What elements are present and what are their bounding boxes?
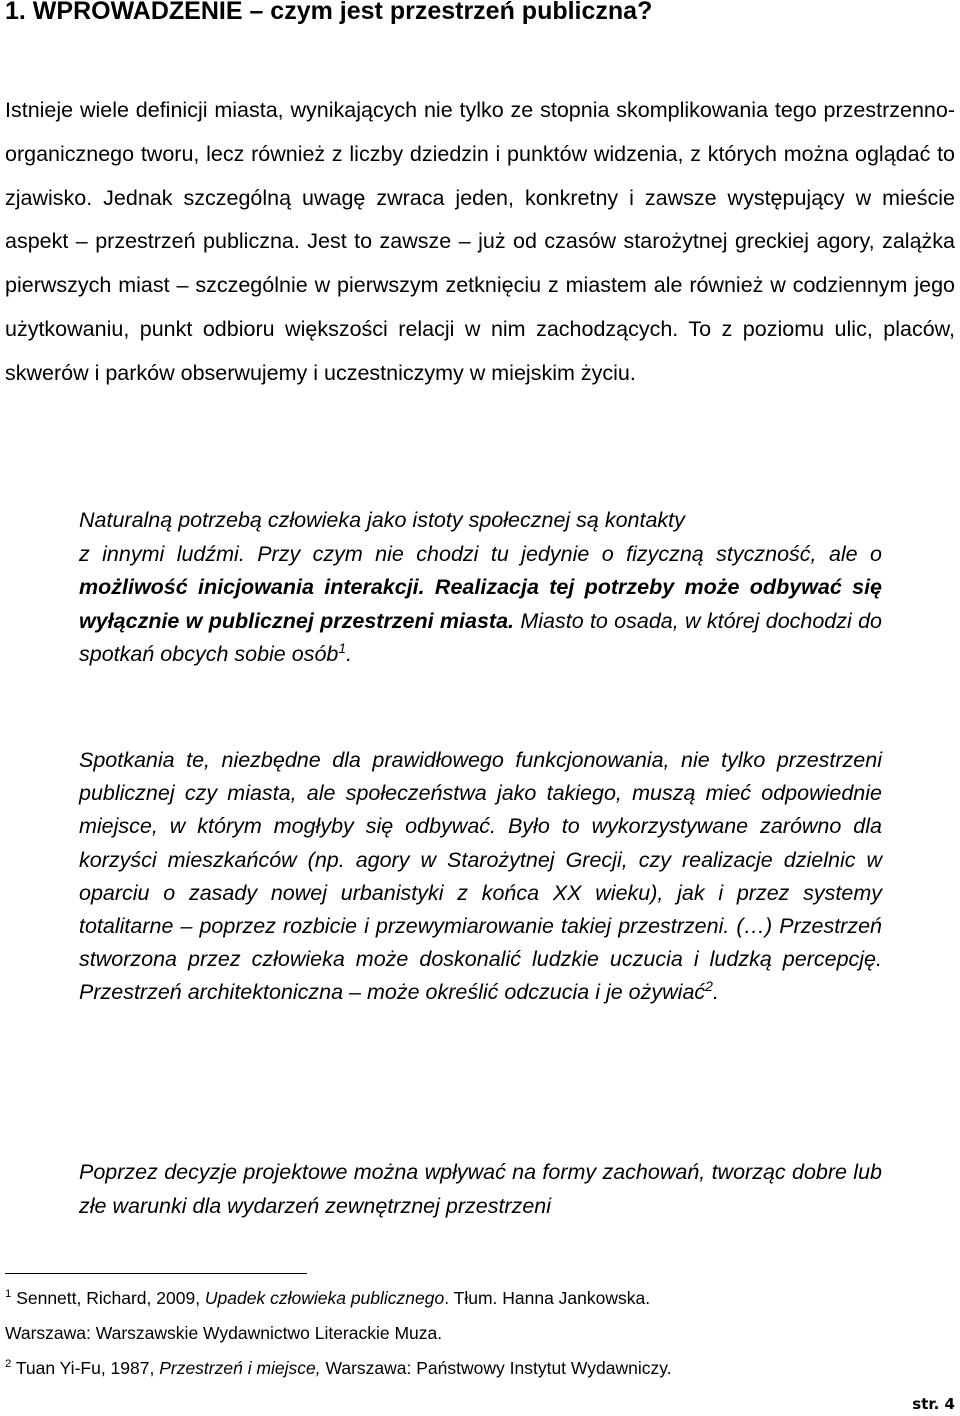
footnote-1-text-end: . Tłum. Hanna Jankowska. (444, 1288, 651, 1308)
quote-1-text-end: Miasto to osada, w której dochodzi do spotkań obcych sobie osób (79, 608, 883, 667)
quote-paragraph-2 (79, 744, 882, 1010)
footnote-ref-2[interactable]: 2 (705, 978, 713, 995)
section-heading: 1. WPROWADZENIE – czym jest przestrzeń publiczna? (5, 0, 653, 25)
page-number: str. 4 (912, 1395, 955, 1413)
quote-paragraph-3: Poprzez decyzje projektowe można wpływać na formy zachowań, tworząc dobre lub złe warunki dla wydarzeń zewnętrznej przestrzeni (79, 1160, 882, 1218)
quote-paragraph-1 (79, 504, 882, 672)
quote-2-text: Spotkania te, niezbędne dla prawidłowego funkcjonowania, nie tylko przestrzeni publicznej czy miasta, ale społeczeństwa jako takiego, muszą mieć odpowiednie miejsce, w którym mogłyby się odbywać. Było to wykorzystywane zarówno dla korzyści mieszkańców (np. agory w Starożytnej Grecji, czy realizacje dzielnic w oparciu o zasady nowej urbanistyki z końca XX wieku), jak i przez systemy totalitarne – poprzez rozbicie i przewymiarowanie takiej przestrzeni. (…) Przestrzeń stworzona przez człowieka może doskonalić ludzkie uczucia i ludzką percepcję. Przestrzeń architektoniczna – może określić odczucia i je ożywiać (79, 748, 882, 1005)
footnote-1-continuation: Warszawa: Warszawskie Wydawnictwo Literackie Muza. (5, 1323, 443, 1343)
footnote-1-number: 1 (5, 1288, 12, 1301)
footnote-2-text: Tuan Yi-Fu, 1987, (11, 1358, 160, 1378)
quote-1-line-1: Naturalną potrzebą człowieka jako istoty społecznej są kontakty (79, 508, 685, 532)
footnote-1-text: Sennett, Richard, 2009, (11, 1288, 205, 1308)
quote-2-period: . (712, 980, 719, 1005)
footnote-ref-1[interactable]: 1 (338, 640, 347, 657)
footnote-2 (5, 1357, 672, 1379)
footnote-2-title: Przestrzeń i miejsce, (159, 1358, 321, 1378)
quote-1-text: z innymi ludźmi. Przy czym nie chodzi tu jedynie o fizyczną styczność, ale o (79, 541, 882, 566)
footnote-1-title: Upadek człowieka publicznego (204, 1288, 445, 1308)
footnote-2-number: 2 (5, 1358, 12, 1371)
quote-1-period: . (346, 642, 353, 667)
footnote-1 (5, 1287, 650, 1309)
intro-paragraph: Istnieje wiele definicji miasta, wynikających nie tylko ze stopnia skomplikowania tego przestrzenno-organicznego tworu, lecz również z liczby dziedzin i punktów widzenia, z których można oglądać to zjawisko. Jednak szczególną uwagę zwraca jeden, konkretny i zawsze występujący w mieście aspekt – przestrzeń publiczna. Jest to zawsze – już od czasów starożytnej greckiej agory, zalążka pierwszych miast – szczególnie w pierwszym zetknięciu z miastem ale również w codziennym jego użytkowaniu, punkt odbioru większości relacji w nim zachodzących. To z poziomu ulic, placów, skwerów i parków obserwujemy i uczestniczymy w miejskim życiu. (5, 98, 955, 385)
quote-1-bold-text: możliwość inicjowania interakcji. Realizacja tej potrzeby może odbywać się wyłącznie w publicznej przestrzeni miasta. (79, 575, 882, 633)
footnote-2-text-end: Warszawa: Państwowy Instytut Wydawniczy. (320, 1358, 672, 1378)
footnote-separator (5, 1273, 307, 1274)
